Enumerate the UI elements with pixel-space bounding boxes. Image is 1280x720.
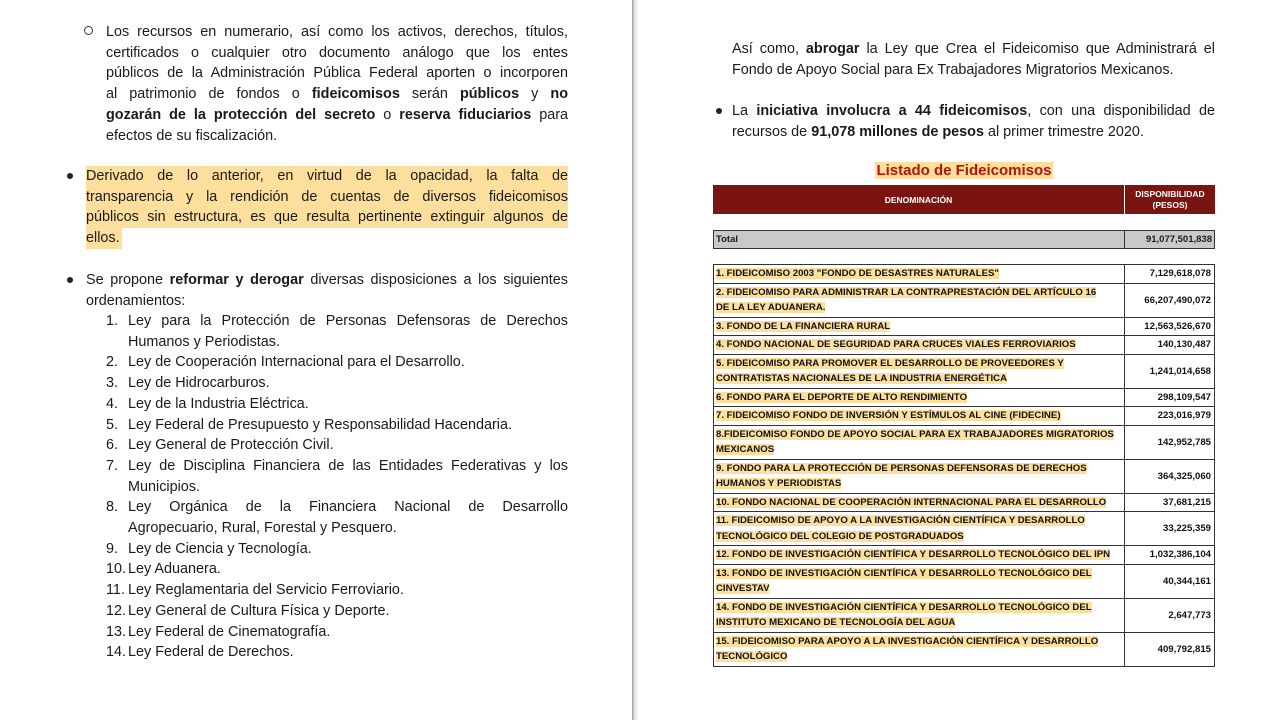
- law-list-item: [106, 352, 568, 373]
- law-text-line: Ley Orgánica de la Financiera Nacional de Desarrollo: [128, 499, 568, 516]
- fideicomiso-name: [714, 633, 1125, 666]
- law-number: 7.: [106, 457, 119, 474]
- reform-bullet: [86, 270, 568, 311]
- text-run: la Ley que Crea el Fideicomiso que Administrará el: [859, 41, 1215, 57]
- fideicomiso-name-line: DE LA LEY ADUANERA.: [716, 302, 826, 313]
- law-number: 3.: [106, 375, 119, 392]
- text-run: diversas disposiciones a los siguientes: [303, 272, 569, 288]
- header-value: [1125, 185, 1215, 214]
- bold-run: gozarán de la protección del secreto: [106, 106, 376, 123]
- fideicomiso-value: 142,952,785: [1157, 436, 1211, 448]
- highlighted-bullet: [86, 166, 568, 249]
- table-row: [714, 406, 1214, 425]
- table-title: [713, 162, 1215, 179]
- law-list-item: [106, 497, 568, 538]
- table-title-text: Listado de Fideicomisos: [876, 162, 1052, 179]
- fideicomiso-value: 364,325,060: [1157, 470, 1211, 482]
- fideicomiso-value: 409,792,815: [1157, 643, 1211, 655]
- text-line: transparencia y la rendición de cuentas de diversos fideicomisos: [86, 187, 568, 208]
- text-run: o: [375, 106, 400, 123]
- text-line: [106, 105, 568, 126]
- fideicomiso-name-line: HUMANOS Y PERIODISTAS: [716, 478, 842, 489]
- table-row: [714, 354, 1214, 388]
- fideicomiso-value: 223,016,979: [1157, 410, 1211, 422]
- abrogar-paragraph: [732, 39, 1215, 80]
- fideicomiso-value: 1,032,386,104: [1149, 549, 1211, 561]
- law-number: 4.: [106, 395, 119, 412]
- header-name: DENOMINACIÓN: [713, 185, 1125, 214]
- text-run: al primer trimestre 2020.: [983, 123, 1144, 140]
- text-run: recursos de: [732, 123, 812, 140]
- table-row: [714, 388, 1214, 407]
- fideicomiso-value: 7,129,618,078: [1149, 268, 1211, 280]
- law-number: 1.: [106, 313, 119, 329]
- fideicomiso-name-line: CONTRATISTAS NACIONALES DE LA INDUSTRIA ENERGÉTICA: [716, 373, 1008, 384]
- law-list-item: [106, 435, 568, 456]
- fideicomiso-name-line: TECNOLÓGICO: [716, 651, 788, 662]
- bold-run: iniciativa involucra a 44 fideicomisos: [756, 103, 1028, 119]
- text-line: [106, 84, 568, 105]
- fideicomiso-name-line: 6. FONDO PARA EL DEPORTE DE ALTO RENDIMIENTO: [716, 391, 968, 403]
- law-text-line: Humanos y Periodistas.: [128, 333, 280, 350]
- table-row: [714, 632, 1214, 666]
- law-text-line: Ley Federal de Presupuesto y Responsabilidad Hacendaria.: [128, 416, 512, 433]
- fideicomiso-name-line: 14. FONDO DE INVESTIGACIÓN CIENTÍFICA Y DESARROLLO TECNOLÓGICO DEL: [716, 601, 1092, 613]
- fideicomiso-value: 33,225,359: [1162, 523, 1211, 534]
- column-divider: [1124, 231, 1125, 248]
- law-list-item: [106, 311, 568, 352]
- fideicomiso-name: [714, 284, 1125, 317]
- law-number: 2.: [106, 354, 119, 371]
- table-row: [714, 335, 1214, 354]
- law-list-item: [106, 559, 568, 580]
- fideicomiso-name-line: INSTITUTO MEXICANO DE TECNOLOGÍA DEL AGUA: [716, 617, 956, 628]
- text-line: [86, 270, 568, 291]
- law-text-line: Ley General de Cultura Física y Deporte.: [128, 602, 390, 619]
- table-row: [714, 511, 1214, 545]
- text-run: y: [519, 86, 551, 103]
- total-row: [713, 230, 1215, 249]
- law-text-line: Ley de Cooperación Internacional para el Desarrollo.: [128, 354, 465, 371]
- fideicomiso-name-line: 12. FONDO DE INVESTIGACIÓN CIENTÍFICA Y DESARROLLO TECNOLÓGICO DEL IPN: [716, 549, 1111, 560]
- text-run: Así como,: [732, 41, 806, 57]
- table-row: [714, 598, 1214, 632]
- total-value: 91,077,501,838: [1145, 234, 1212, 245]
- text-line: públicos sin estructura, es que resulta pertinente extinguir algunos de: [86, 207, 568, 228]
- fideicomiso-name: [714, 318, 1125, 336]
- text-run: La: [732, 103, 757, 119]
- law-number: 8.: [106, 499, 119, 516]
- bold-run: reserva fiduciarios: [399, 106, 532, 123]
- fideicomiso-value: 1,241,014,658: [1149, 365, 1211, 377]
- header-value-line: DISPONIBILIDAD: [1135, 188, 1205, 199]
- fideicomiso-name: [714, 565, 1125, 598]
- text-line: [732, 39, 1215, 60]
- law-list-item: [106, 394, 568, 415]
- fideicomiso-name-line: 15. FIDEICOMISO PARA APOYO A LA INVESTIGACIÓN CIENTÍFICA Y DESARROLLO: [716, 635, 1099, 647]
- bullet-icon: [67, 277, 73, 283]
- text-run: Se propone: [86, 272, 170, 288]
- text-line: públicos de la Administración Pública Federal aporten o incorporen: [106, 65, 568, 82]
- law-text-line: Ley Federal de Derechos.: [128, 644, 294, 661]
- table-row: [714, 459, 1214, 493]
- sub-bullet-paragraph: [106, 22, 568, 146]
- bold-run: públicos: [459, 86, 520, 103]
- fideicomiso-name: [714, 599, 1125, 632]
- law-text-line: Ley de Ciencia y Tecnología.: [128, 540, 312, 557]
- text-run: para: [531, 106, 569, 123]
- fideicomiso-name: [714, 426, 1125, 459]
- text-line: ordenamientos:: [86, 292, 186, 309]
- law-number: 6.: [106, 437, 119, 454]
- bold-run: reformar y derogar: [169, 272, 304, 288]
- fideicomiso-name-line: 2. FIDEICOMISO PARA ADMINISTRAR LA CONTRAPRESTACIÓN DEL ARTÍCULO 16: [716, 286, 1097, 298]
- text-run: serán: [399, 86, 460, 103]
- table-row: [714, 545, 1214, 564]
- law-list-item: [106, 539, 568, 560]
- text-line: ellos.: [86, 228, 122, 249]
- law-text-line: Ley Aduanera.: [128, 561, 221, 578]
- law-text-line: Agropecuario, Rural, Forestal y Pesquero.: [128, 520, 397, 537]
- fideicomiso-name-line: 11. FIDEICOMISO DE APOYO A LA INVESTIGACIÓN CIENTÍFICA Y DESARROLLO: [716, 515, 1085, 526]
- law-number: 13.: [106, 623, 127, 640]
- table-row: [714, 265, 1214, 283]
- fideicomiso-name: [714, 407, 1125, 425]
- fideicomiso-name-line: 1. FIDEICOMISO 2003 "FONDO DE DESASTRES NATURALES": [716, 268, 999, 279]
- fideicomiso-name-line: 13. FONDO DE INVESTIGACIÓN CIENTÍFICA Y DESARROLLO TECNOLÓGICO DEL: [716, 567, 1092, 579]
- fideicomiso-name: [714, 355, 1125, 388]
- fideicomiso-value: 40,344,161: [1162, 575, 1211, 587]
- bullet-icon: [67, 173, 73, 179]
- fideicomiso-value: 140,130,487: [1157, 339, 1211, 351]
- law-number: 11.: [106, 582, 125, 599]
- table-row: [714, 564, 1214, 598]
- bold-run: 91,078 millones de pesos: [811, 123, 984, 140]
- law-text-line: Ley de Hidrocarburos.: [128, 375, 270, 392]
- table-row: [714, 283, 1214, 317]
- fideicomiso-name-line: CINVESTAV: [716, 583, 770, 594]
- hollow-bullet-icon: [84, 26, 93, 35]
- header-value-line: (PESOS): [1152, 199, 1188, 210]
- table-row: [714, 317, 1214, 336]
- fideicomiso-name-line: TECNOLÓGICO DEL COLEGIO DE POSTGRADUADOS: [716, 530, 964, 542]
- table-row: [714, 425, 1214, 459]
- fideicomiso-name-line: MEXICANOS: [716, 444, 775, 455]
- law-list-item: [106, 642, 568, 663]
- law-text-line: Municipios.: [128, 478, 200, 495]
- bold-run: fideicomisos: [311, 86, 400, 103]
- fideicomiso-name-line: 10. FONDO NACIONAL DE COOPERACIÓN INTERNACIONAL PARA EL DESARROLLO: [716, 496, 1107, 508]
- text-run: , con una disponibilidad de: [1027, 103, 1215, 119]
- table-header: [713, 185, 1215, 214]
- fideicomiso-name: [714, 460, 1125, 493]
- law-number: 9.: [106, 540, 119, 557]
- fideicomiso-name: [714, 389, 1125, 407]
- law-text-line: Ley Federal de Cinematografía.: [128, 623, 331, 640]
- fideicomiso-value: 66,207,490,072: [1144, 294, 1211, 306]
- law-number: 10.: [106, 561, 127, 578]
- law-list-item: [106, 373, 568, 394]
- law-list: [106, 311, 568, 663]
- fideicomiso-value: 12,563,526,670: [1144, 320, 1211, 332]
- left-page: [0, 0, 632, 720]
- law-text-line: Ley General de Protección Civil.: [128, 437, 334, 454]
- fideicomiso-value: 37,681,215: [1162, 496, 1211, 508]
- text-line: [732, 101, 1215, 122]
- fideicomiso-value: 2,647,773: [1168, 609, 1211, 621]
- fideicomiso-name-line: 8.FIDEICOMISO FONDO DE APOYO SOCIAL PARA EX TRABAJADORES MIGRATORIOS: [716, 428, 1114, 440]
- table-row: [714, 493, 1214, 512]
- iniciativa-bullet: [732, 101, 1215, 142]
- law-list-item: [106, 601, 568, 622]
- fideicomiso-name: [714, 265, 1125, 283]
- fideicomiso-name-line: 5. FIDEICOMISO PARA PROMOVER EL DESARROLLO DE PROVEEDORES Y: [716, 357, 1064, 369]
- text-line: Los recursos en numerario, así como los activos, derechos, títulos,: [106, 24, 568, 40]
- bullet-icon: [716, 108, 722, 114]
- law-list-item: [106, 580, 568, 601]
- fideicomiso-name-line: 9. FONDO PARA LA PROTECCIÓN DE PERSONAS DEFENSORAS DE DERECHOS: [716, 462, 1087, 474]
- fideicomisos-table: [713, 264, 1215, 667]
- law-text-line: Ley de Disciplina Financiera de las Entidades Federativas y los: [128, 457, 568, 474]
- law-list-item: [106, 622, 568, 643]
- law-number: 14.: [106, 644, 127, 661]
- fideicomiso-value: 298,109,547: [1157, 391, 1211, 403]
- fideicomiso-name: [714, 546, 1125, 564]
- text-line: efectos de su fiscalización.: [106, 127, 278, 144]
- law-text-line: Ley Reglamentaria del Servicio Ferroviario.: [128, 582, 404, 599]
- text-line: Derivado de lo anterior, en virtud de la opacidad, la falta de: [86, 166, 568, 187]
- bold-run: no: [550, 86, 568, 103]
- fideicomiso-name: [714, 336, 1125, 354]
- total-label: Total: [716, 234, 738, 245]
- text-line: [732, 122, 1215, 143]
- text-line: certificados o cualquier otro documento análogo que los entes: [106, 44, 568, 61]
- law-list-item: [106, 415, 568, 436]
- fideicomiso-name-line: 3. FONDO DE LA FINANCIERA RURAL: [716, 320, 891, 332]
- bold-run: abrogar: [805, 41, 860, 57]
- fideicomiso-name-line: 7. FIDEICOMISO FONDO DE INVERSIÓN Y ESTÍMULOS AL CINE (FIDECINE): [716, 410, 1061, 421]
- fideicomiso-name: [714, 494, 1125, 512]
- right-page: [638, 0, 1280, 720]
- law-text-line: Ley de la Industria Eléctrica.: [128, 395, 309, 412]
- law-list-item: [106, 456, 568, 497]
- law-text-line: Ley para la Protección de Personas Defensoras de Derechos: [128, 313, 568, 329]
- law-number: 12.: [106, 602, 127, 619]
- fideicomiso-name: [714, 512, 1125, 545]
- text-line: Fondo de Apoyo Social para Ex Trabajadores Migratorios Mexicanos.: [732, 61, 1174, 78]
- text-run: al patrimonio de fondos o: [106, 86, 312, 103]
- fideicomiso-name-line: 4. FONDO NACIONAL DE SEGURIDAD PARA CRUCES VIALES FERROVIARIOS: [716, 339, 1076, 350]
- law-number: 5.: [106, 416, 119, 433]
